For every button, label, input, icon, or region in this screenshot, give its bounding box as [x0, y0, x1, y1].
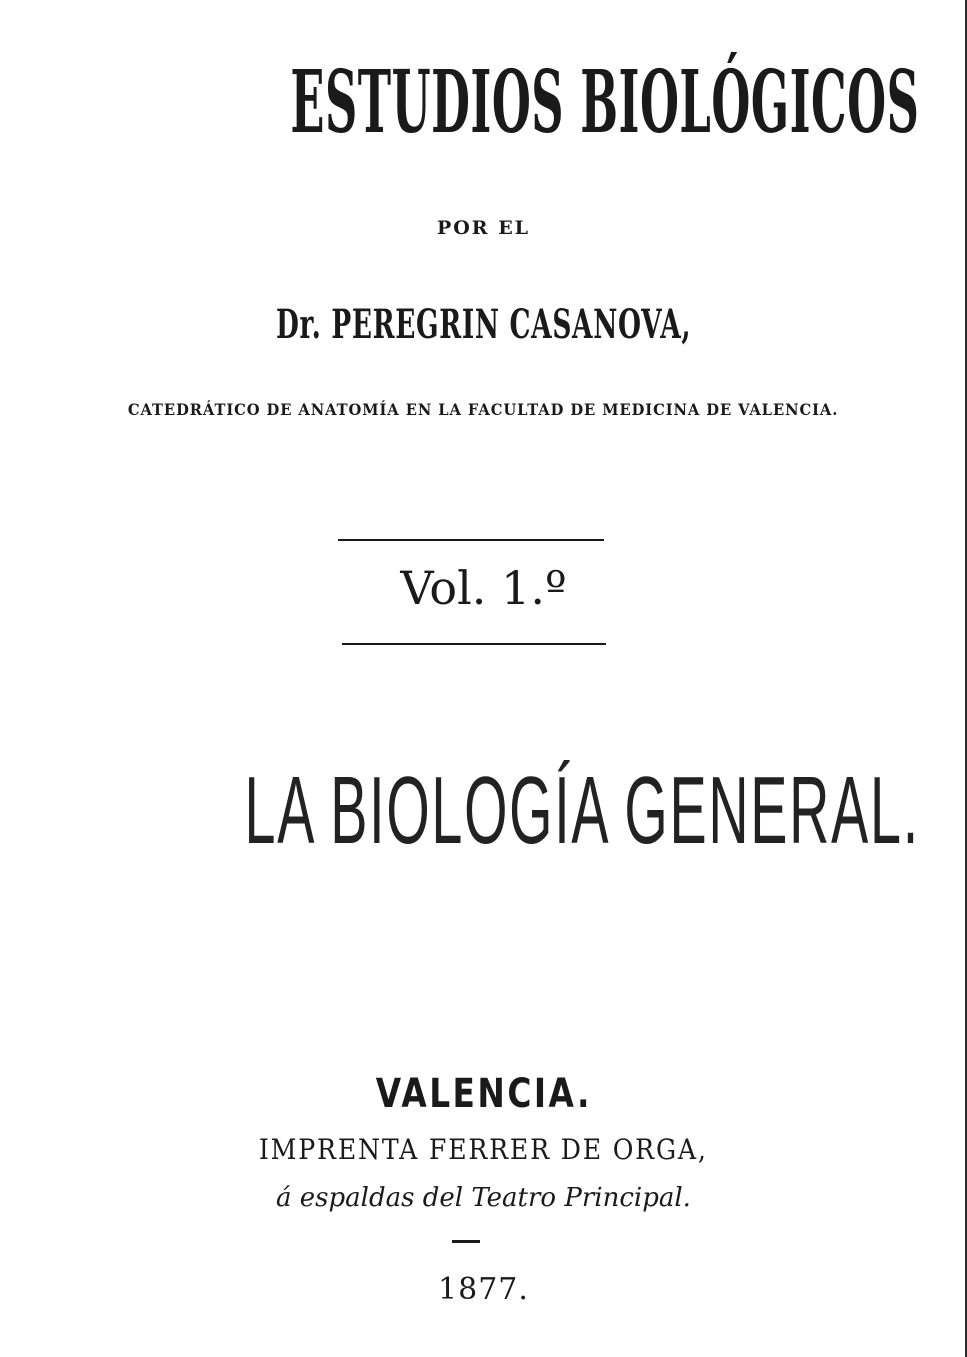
book-subtitle: [0, 752, 967, 870]
imprint-address: á espaldas del Teatro Principal.: [276, 1183, 691, 1213]
volume-label: Vol. 1.º: [400, 561, 567, 615]
by-line: POR EL: [436, 217, 531, 239]
imprint-printer: [0, 1128, 967, 1172]
author-affiliation-text: CATEDRÁTICO DE ANATOMÍA EN LA FACULTAD DE MEDICINA DE VALENCIA.: [128, 400, 839, 419]
imprint-city: [0, 1068, 967, 1120]
book-title: [0, 48, 967, 158]
imprint-city-text: VALENCIA.: [375, 1071, 592, 1117]
author-name-text: Dr. PEREGRIN CASANOVA,: [275, 301, 692, 348]
divider-bottom: [342, 643, 606, 645]
book-subtitle-text: LA BIOLOGÍA GENERAL.: [244, 757, 920, 864]
publication-year: 1877.: [438, 1272, 529, 1307]
divider-top: [338, 539, 604, 541]
imprint-dash: [452, 1240, 480, 1243]
imprint-printer-text: IMPRENTA FERRER DE ORGA,: [259, 1133, 708, 1166]
author-affiliation: [0, 396, 967, 424]
author-name: [0, 298, 967, 352]
book-title-text: ESTUDIOS BIOLÓGICOS: [290, 52, 920, 153]
